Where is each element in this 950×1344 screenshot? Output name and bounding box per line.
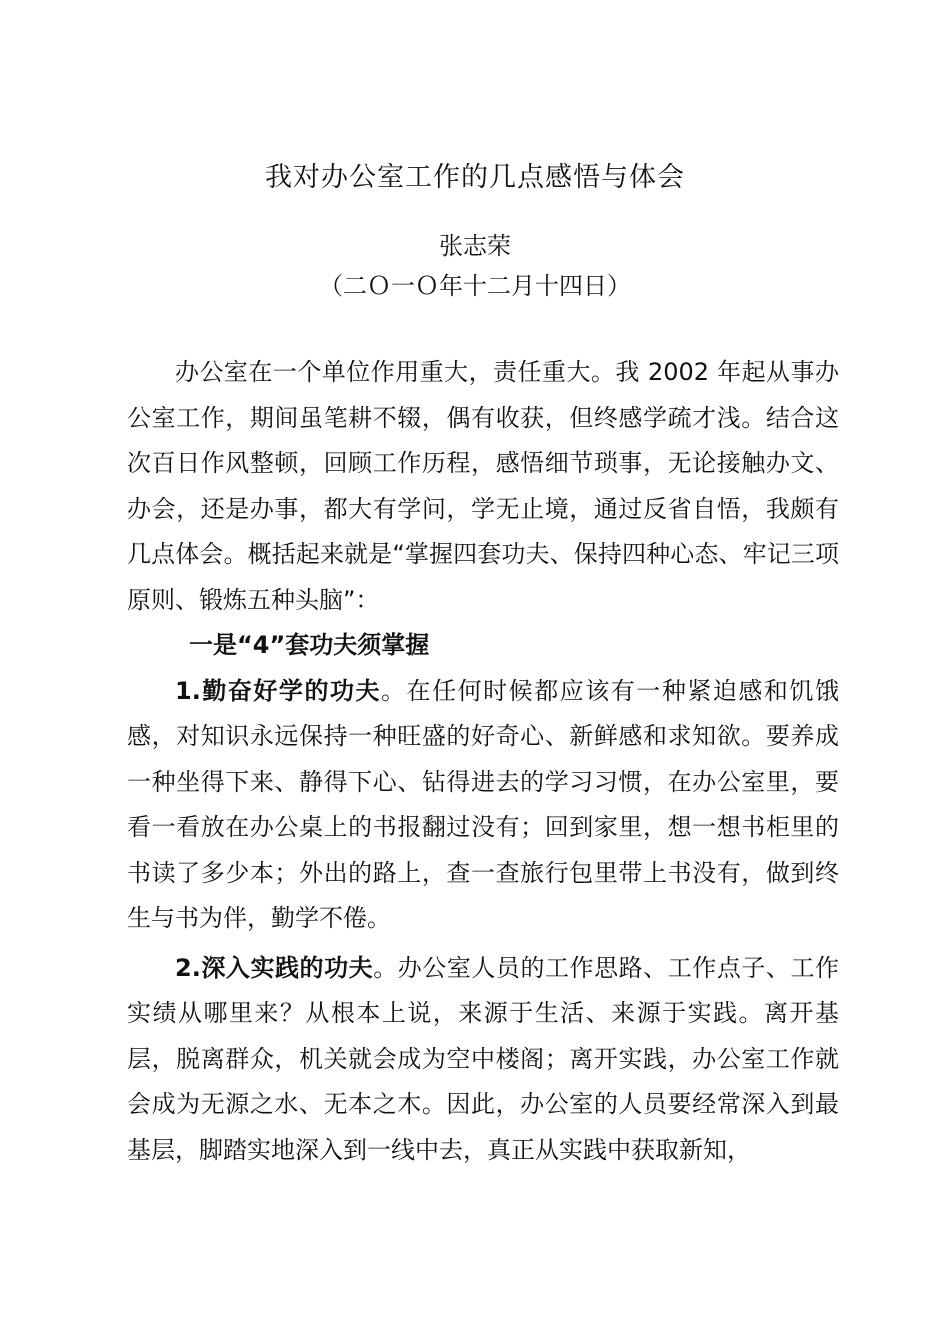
item-text-1: 。在任何时候都应该有一种紧迫感和饥饿感，对知识永远保持一种旺盛的好奇心、新鲜感和求知欲。要养成一种坐得下来、静得下心、钻得进去的学习习惯，在办公室里，要看一看放在办公桌上的书报翻过没有；回到家里，想一想书柜里的书读了多少本；外出的路上，查一查旅行包里带上书没有，做到终生与书为伴，勤学不倦。 [127, 676, 839, 932]
document-date: （二Ｏ一Ｏ年十二月十四日） [319, 272, 631, 300]
item-lead-1: 1.勤奋好学的功夫 [175, 676, 382, 705]
item-paragraph-1 [127, 669, 839, 942]
item-text-2: 。办公室人员的工作思路、工作点子、工作实绩从哪里来？从根本上说，来源于生活、来源于实践。离开基层，脱离群众，机关就会成为空中楼阁；离开实践，办公室工作就会成为无源之水、无本之木。因此，办公室的人员要经常深入到最基层，脚踏实地深入到一线中去，真正从实践中获取新知， [127, 953, 839, 1164]
item-lead-2: 2.深入实践的功夫 [175, 953, 374, 982]
intro-paragraph: 办公室在一个单位作用重大，责任重大。我 2002 年起从事办公室工作，期间虽笔耕不辍，偶有收获，但终感学疏才浅。结合这次百日作风整顿，回顾工作历程，感悟细节琐事，无论接触办文、办会，还是办事，都大有学问，学无止境，通过反省自悟，我颇有几点体会。概括起来就是“掌握四套功夫、保持四种心态、牢记三项原则、锻炼五种头脑”： [127, 358, 839, 614]
document-title: 我对办公室工作的几点感悟与体会 [265, 162, 685, 193]
document-body [127, 350, 839, 1173]
document-author: 张志荣 [439, 232, 511, 260]
item-paragraph-2 [127, 946, 839, 1174]
section-heading: 一是“4”套功夫须掌握 [189, 631, 430, 659]
